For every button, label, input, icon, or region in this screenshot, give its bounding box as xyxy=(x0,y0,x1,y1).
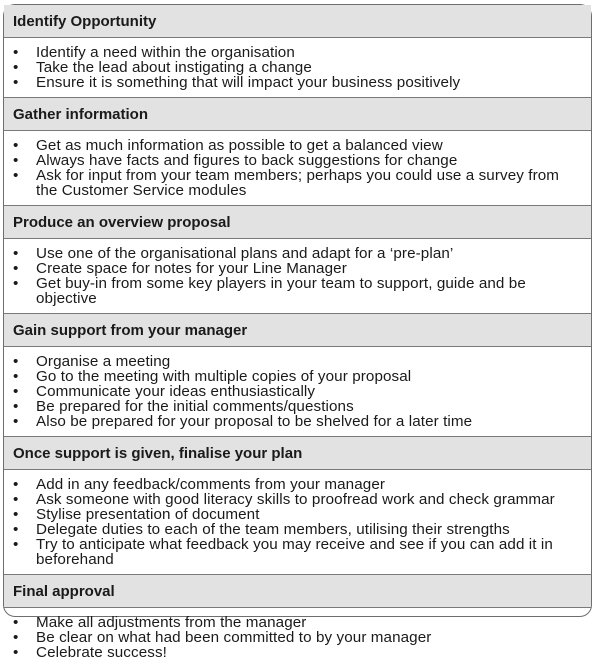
list-item-text: Organise a meeting xyxy=(36,353,171,370)
list-item-text: Ask someone with good literacy skills to proofread work and check grammar xyxy=(36,491,555,508)
section-header: Identify Opportunity xyxy=(4,5,591,38)
list-item xyxy=(13,60,583,75)
list-item-text: Ask for input from your team members; perhaps you could use a survey from the Customer Service modules xyxy=(36,167,560,199)
bullet-list xyxy=(4,38,591,97)
list-item-text: Go to the meeting with multiple copies of your proposal xyxy=(36,368,412,385)
section-gain-support xyxy=(4,313,591,436)
bullet-list xyxy=(4,608,591,667)
list-item xyxy=(13,45,583,60)
section-overview-proposal xyxy=(4,205,591,313)
bullet-icon: • xyxy=(13,59,19,76)
bullet-icon: • xyxy=(13,167,19,184)
list-item-text: Be prepared for the initial comments/questions xyxy=(36,398,354,415)
section-identify-opportunity xyxy=(4,5,591,97)
list-item-text: Create space for notes for your Line Manager xyxy=(36,260,347,277)
list-item-text: Make all adjustments from the manager xyxy=(36,614,307,631)
bullet-icon: • xyxy=(13,44,19,61)
list-item xyxy=(13,414,583,429)
bullet-icon: • xyxy=(13,383,19,400)
list-item-text: Get buy-in from some key players in your team to support, guide and be objective xyxy=(36,275,526,307)
list-item-text: Celebrate success! xyxy=(36,644,167,661)
bullet-icon: • xyxy=(13,413,19,430)
list-item xyxy=(13,492,583,507)
list-item-text: Ensure it is something that will impact your business positively xyxy=(36,74,461,91)
section-header: Once support is given, finalise your plan xyxy=(4,436,591,470)
list-item-text: Use one of the organisational plans and adapt for a ‘pre-plan’ xyxy=(36,245,454,262)
list-item-text: Get as much information as possible to get a balanced view xyxy=(36,137,443,154)
bullet-list xyxy=(4,131,591,205)
bullet-icon: • xyxy=(13,521,19,538)
bullet-icon: • xyxy=(13,536,19,553)
list-item xyxy=(13,630,583,645)
list-item-text: Always have facts and figures to back suggestions for change xyxy=(36,152,458,169)
bullet-icon: • xyxy=(13,245,19,262)
list-item xyxy=(13,645,583,660)
list-item xyxy=(13,477,583,492)
list-item-text: Take the lead about instigating a change xyxy=(36,59,312,76)
list-item xyxy=(13,615,583,630)
bullet-icon: • xyxy=(13,260,19,277)
list-item xyxy=(13,138,583,153)
bullet-icon: • xyxy=(13,74,19,91)
list-item xyxy=(13,507,583,522)
list-item-text: Add in any feedback/comments from your manager xyxy=(36,476,386,493)
section-final-approval xyxy=(4,574,591,667)
section-header: Produce an overview proposal xyxy=(4,205,591,239)
bullet-icon: • xyxy=(13,275,19,292)
list-item xyxy=(13,261,583,276)
list-item-text: Try to anticipate what feedback you may receive and see if you can add it in beforehand xyxy=(36,536,553,568)
section-finalise-plan xyxy=(4,436,591,574)
list-item-text: Identify a need within the organisation xyxy=(36,44,295,61)
section-header: Gather information xyxy=(4,97,591,131)
bullet-icon: • xyxy=(13,476,19,493)
list-item xyxy=(13,522,583,537)
list-item xyxy=(13,384,583,399)
list-item xyxy=(13,246,583,261)
bullet-icon: • xyxy=(13,152,19,169)
bullet-icon: • xyxy=(13,614,19,631)
bullet-icon: • xyxy=(13,368,19,385)
list-item xyxy=(13,354,583,369)
bullet-list xyxy=(4,470,591,574)
list-item-text: Also be prepared for your proposal to be shelved for a later time xyxy=(36,413,473,430)
list-item-text: Delegate duties to each of the team members, utilising their strengths xyxy=(36,521,510,538)
bullet-list xyxy=(4,347,591,436)
list-item xyxy=(13,153,583,168)
list-item xyxy=(13,168,583,198)
section-header: Final approval xyxy=(4,574,591,608)
list-item xyxy=(13,399,583,414)
bullet-icon: • xyxy=(13,644,19,661)
bullet-icon: • xyxy=(13,506,19,523)
bullet-icon: • xyxy=(13,398,19,415)
bullet-icon: • xyxy=(13,491,19,508)
list-item-text: Stylise presentation of document xyxy=(36,506,260,523)
bullet-icon: • xyxy=(13,353,19,370)
list-item xyxy=(13,537,583,567)
list-item-text: Be clear on what had been committed to by your manager xyxy=(36,629,432,646)
list-item xyxy=(13,276,583,306)
list-item-text: Communicate your ideas enthusiastically xyxy=(36,383,316,400)
process-steps-table xyxy=(3,4,592,661)
bullet-list xyxy=(4,239,591,313)
section-header: Gain support from your manager xyxy=(4,313,591,347)
bullet-icon: • xyxy=(13,137,19,154)
list-item xyxy=(13,369,583,384)
section-gather-information xyxy=(4,97,591,205)
bullet-icon: • xyxy=(13,629,19,646)
list-item xyxy=(13,75,583,90)
